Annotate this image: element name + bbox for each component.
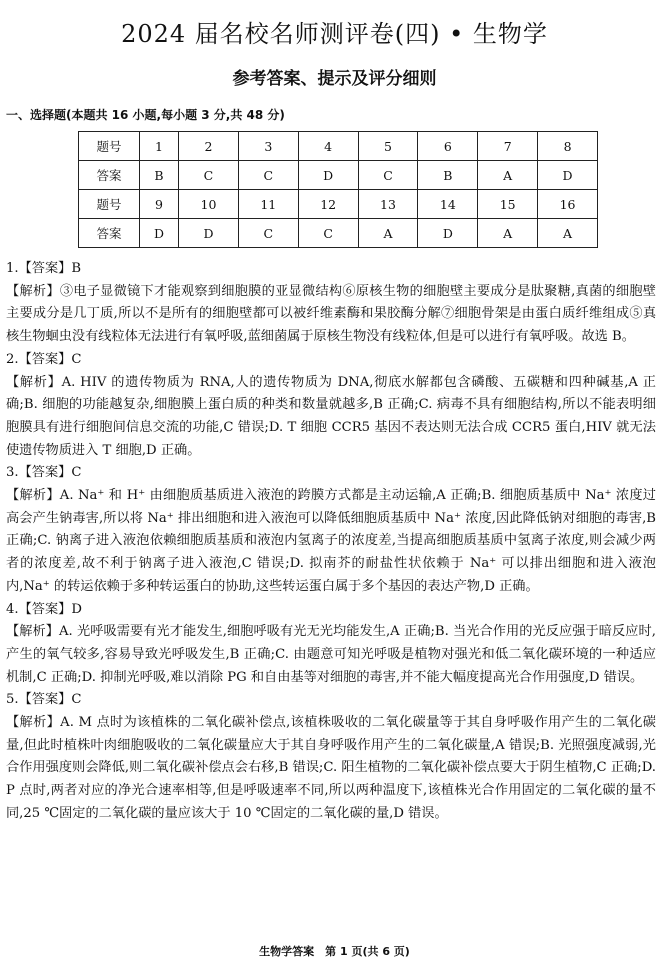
question-number: 8 xyxy=(538,132,598,161)
question-number: 13 xyxy=(358,190,418,219)
explanation-text: 【解析】A. Na⁺ 和 H⁺ 由细胞质基质进入液泡的跨膜方式都是主动运输,A 正确;B. 细胞质基质中 Na⁺ 浓度过高会产生钠毒害,所以将 Na⁺ 排出细胞和进入液泡可以降低细胞质基质中 Na⁺ 浓度,因此降低钠对细胞的毒害,B 正确;C. 钠离子进入液泡依赖细胞质基质和液泡内氢离子的浓度差,当提高细胞质基质中氢离子浓度,则会减少两者的浓度差,故不利于钠离子进入液泡,C 错误;D. 拟南芥的耐盐性状依赖于 Na⁺ 可以排出细胞和进入液泡内,Na⁺ 的转运依赖于多种转运蛋白的协助,这些转运蛋白属于多个基因的表达产物,D 正确。 xyxy=(6,488,656,594)
question-number: 3 xyxy=(238,132,298,161)
answer-table xyxy=(78,131,598,248)
answer-cell: C xyxy=(358,161,418,190)
explanation-text: 【解析】③电子显微镜下才能观察到细胞膜的亚显微结构⑥原核生物的细胞壁主要成分是肽聚糖,真菌的细胞壁主要成分是几丁质,所以不是所有的细胞壁都可以被纤维素酶和果胶酶分解⑦细胞骨架是由蛋白质纤维组成⑤真核生物蛔虫没有线粒体无法进行有氧呼吸,蓝细菌属于原核生物没有线粒体,但是可以进行有氧呼吸。故选 B。 xyxy=(6,283,656,345)
question-block-2 xyxy=(6,349,656,463)
question-number: 7 xyxy=(478,132,538,161)
explanation-text: 【解析】A. 光呼吸需要有光才能发生,细胞呼吸有光无光均能发生,A 正确;B. 当光合作用的光反应强于暗反应时,产生的氧气较多,容易导致光呼吸发生,B 正确;C. 由题意可知光呼吸是植物对强光和低二氧化碳环境的一种适应机制,C 正确;D. 抑制光呼吸,难以消除 PG 和自由基等对细胞的毒害,并不能大幅度提高光合作用强度,D 错误。 xyxy=(6,624,656,685)
answer-cell: C xyxy=(238,219,298,248)
question-number: 11 xyxy=(238,190,298,219)
question-block-4 xyxy=(6,599,656,690)
question-number: 9 xyxy=(140,190,179,219)
table-row-numbers-2 xyxy=(79,190,598,219)
answer-cell: A xyxy=(478,161,538,190)
question-number: 14 xyxy=(418,190,478,219)
answer-cell: D xyxy=(418,219,478,248)
question-number: 4 xyxy=(298,132,358,161)
answer-line: 3.【答案】C xyxy=(6,465,82,481)
question-number: 12 xyxy=(298,190,358,219)
explanation-text: 【解析】A. HIV 的遗传物质为 RNA,人的遗传物质为 DNA,彻底水解都包含磷酸、五碳糖和四种碱基,A 正确;B. 细胞的功能越复杂,细胞膜上蛋白质的种类和数量就越多,B 正确;C. 病毒不具有细胞结构,所以不能表明细胞膜具有进行细胞间信息交流的功能,C 错误;D. T 细胞 CCR5 基因不表达则无法合成 CCR5 蛋白,HIV 就无法使遗传物质进入 T 细胞,D 正确。 xyxy=(6,374,656,458)
question-number: 2 xyxy=(179,132,239,161)
answer-cell: B xyxy=(418,161,478,190)
answer-cell: D xyxy=(179,219,239,248)
answer-cell: C xyxy=(238,161,298,190)
page-title: 2024 届名校名师测评卷(四) • 生物学 xyxy=(121,20,548,48)
answer-cell: B xyxy=(140,161,179,190)
answer-line: 5.【答案】C xyxy=(6,692,82,708)
answer-cell: D xyxy=(298,161,358,190)
question-block-5 xyxy=(6,689,656,825)
row-label-number: 题号 xyxy=(79,190,140,219)
answer-line: 4.【答案】D xyxy=(6,601,82,617)
answer-line: 2.【答案】C xyxy=(6,351,82,367)
table-row-answers-1 xyxy=(79,161,598,190)
answer-line: 1.【答案】B xyxy=(6,261,82,276)
question-block-1 xyxy=(6,258,656,349)
row-label-number: 题号 xyxy=(79,132,140,161)
section-heading: 一、选择题(本题共 16 小题,每小题 3 分,共 48 分) xyxy=(6,108,285,122)
question-number: 16 xyxy=(538,190,598,219)
answer-cell: D xyxy=(538,161,598,190)
question-number: 1 xyxy=(140,132,179,161)
page-subtitle: 参考答案、提示及评分细则 xyxy=(232,69,437,89)
explanation-text: 【解析】A. M 点时为该植株的二氧化碳补偿点,该植株吸收的二氧化碳量等于其自身呼吸作用产生的二氧化碳量,但此时植株叶肉细胞吸收的二氧化碳量应大于其自身呼吸作用产生的二氧化碳量,A 错误;B. 光照强度减弱,光合作用强度则会降低,则二氧化碳补偿点会右移,B 错误;C. 阳生植物的二氧化碳补偿点要大于阴生植物,C 正确;D. P 点时,两者对应的净光合速率相等,但是呼吸速率不同,所以两种温度下,该植株光合作用固定的二氧化碳的量不同,25 ℃固定的二氧化碳的量应该大于 10 ℃固定的二氧化碳的量,D 错误。 xyxy=(6,715,656,821)
answer-cell: C xyxy=(298,219,358,248)
answer-cell: A xyxy=(478,219,538,248)
table-row-answers-2 xyxy=(79,219,598,248)
question-number: 5 xyxy=(358,132,418,161)
page-footer: 生物学答案 第 1 页(共 6 页) xyxy=(259,945,410,958)
question-number: 6 xyxy=(418,132,478,161)
row-label-answer: 答案 xyxy=(79,219,140,248)
answer-cell: C xyxy=(179,161,239,190)
answer-cell: A xyxy=(358,219,418,248)
question-number: 10 xyxy=(179,190,239,219)
question-number: 15 xyxy=(478,190,538,219)
answer-cell: A xyxy=(538,219,598,248)
table-row-numbers-1 xyxy=(79,132,598,161)
row-label-answer: 答案 xyxy=(79,161,140,190)
question-block-3 xyxy=(6,462,656,598)
explanations xyxy=(6,258,656,826)
answer-cell: D xyxy=(140,219,179,248)
